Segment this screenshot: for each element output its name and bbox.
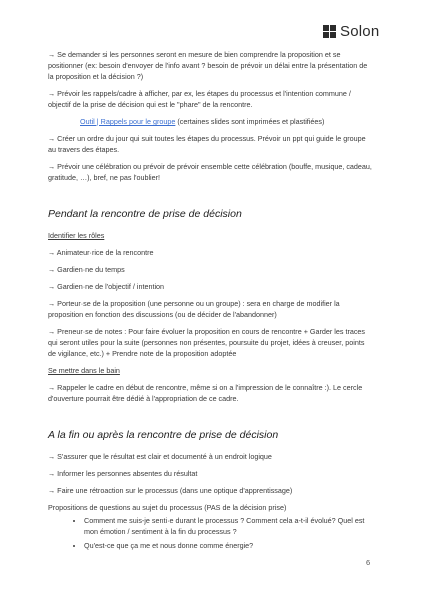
page-number: 6 [366,558,371,567]
outil-note: (certaines slides sont imprimées et plastifiées) [175,117,325,126]
fin-item: → Informer les personnes absentes du résultat [48,469,198,478]
paragraph-cadre: → Rappeler le cadre en début de rencontre, même si on a l'impression de le connaître :). Le cercle d'ouverture pourrait être dédié à l'appropriation de ce cadre. [48,383,363,403]
section-title-fin: A la fin ou après la rencontre de prise de décision [48,429,279,441]
role-item: → Animateur·rice de la rencontre [48,248,154,257]
section-title-pendant: Pendant la rencontre de prise de décision [48,208,242,220]
paragraph-comprehension: → Se demander si les personnes seront en mesure de bien comprendre la proposition et se positionner (ex: besoin d'envoyer de l'info avant ? besoin de prévoir un délai entre la présentation de la proposition et la décision ?) [48,50,368,81]
question-item: • Comment me suis-je senti·e durant le processus ? Comment cela a-t-il évolué? Quel est mon émotion / sentiment à la fin du processus ? [84,515,374,537]
fin-item: → Faire une rétroaction sur le processus (dans une optique d'apprentissage) [48,486,293,495]
logo-text: Solon [340,23,380,40]
fin-item: → S'assurer que le résultat est clair et documenté à un endroit logique [48,452,272,461]
document-body [48,49,374,554]
paragraph-celebration: → Prévoir une célébration ou prévoir de prévoir ensemble cette célébration (bouffe, musique, cadeau, gratitude, …), bref, ne pas l'oublier! [48,162,372,182]
outil-line [80,116,374,127]
question-item: • Qu'est-ce que ça me et nous donne comme énergie? [84,540,374,551]
paragraph-rappels: → Prévoir les rappels/cadre à afficher, par ex, les étapes du processus et l'intention commune / objectif de la prise de décision qui est le "phare" de la rencontre. [48,89,351,109]
role-item: → Gardien·ne du temps [48,265,125,274]
subheading-roles: Identifier les rôles [48,231,105,240]
role-item: → Porteur·se de la proposition (une personne ou un groupe) : sera en charge de modifier la proposition en fonction des discussions (ou de décider de l'abandonner) [48,299,340,319]
role-item: → Gardien·ne de l'objectif / intention [48,282,165,291]
subheading-bain: Se mettre dans le bain [48,366,120,375]
solon-logo [323,23,379,40]
outil-link[interactable]: Outil | Rappels pour le groupe [80,117,176,126]
paragraph-ordre-du-jour: → Créer un ordre du jour qui suit toutes les étapes du processus. Prévoir un ppt qui guide le groupe au travers des étapes. [48,134,366,154]
questions-intro: Propositions de questions au sujet du processus (PAS de la décision prise) [48,503,287,512]
questions-list [48,515,374,551]
role-item: → Preneur·se de notes : Pour faire évoluer la proposition en cours de rencontre + Garder les traces qui seront utiles pour la suite (personnes non présentes, poursuite du projet, idées à creuser, points de vigilance, etc.) + Prendre note de la proposition adoptée [48,327,366,358]
solon-logo-icon [323,25,336,38]
